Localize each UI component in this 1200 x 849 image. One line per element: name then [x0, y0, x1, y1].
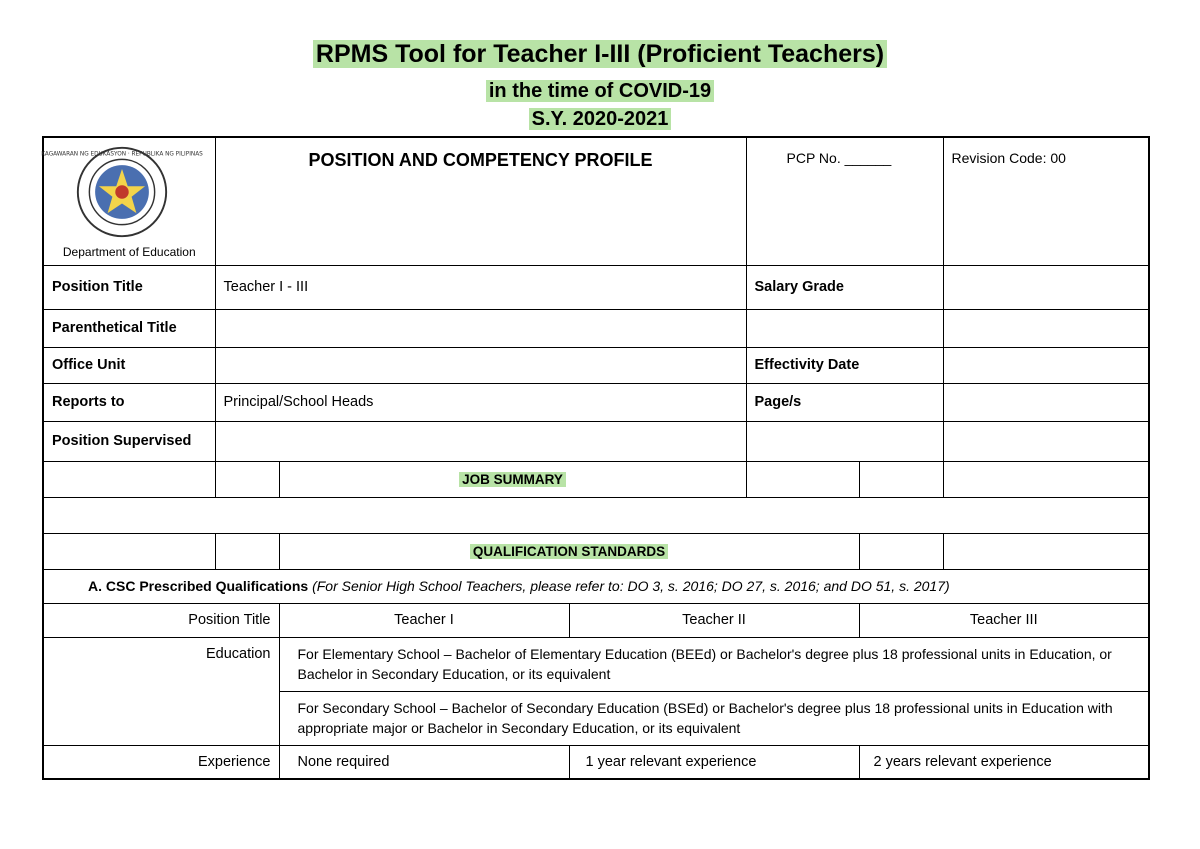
- pcp-number: PCP No. ______: [746, 137, 943, 265]
- blank-cell: [859, 461, 943, 497]
- logo-cell: [43, 137, 215, 265]
- experience-teacher-3: 2 years relevant experience: [859, 745, 1149, 779]
- position-supervised-value: [215, 421, 746, 461]
- blank-cell: [943, 461, 1149, 497]
- competency-profile-table: [42, 136, 1150, 780]
- row-position-supervised: [43, 421, 1149, 461]
- education-label: Education: [43, 637, 279, 745]
- profile-title: POSITION AND COMPETENCY PROFILE: [215, 137, 746, 265]
- row-experience: [43, 745, 1149, 779]
- row-qualification-columns: [43, 603, 1149, 637]
- experience-label: Experience: [43, 745, 279, 779]
- experience-teacher-1: None required: [279, 745, 569, 779]
- experience-teacher-2: 1 year relevant experience: [569, 745, 859, 779]
- row-parenthetical-title: [43, 309, 1149, 347]
- csc-heading: A. CSC Prescribed Qualifications: [88, 578, 309, 594]
- school-year: S.Y. 2020-2021: [529, 108, 672, 130]
- revision-code: Revision Code: 00: [943, 137, 1149, 265]
- department-label: Department of Education: [62, 244, 196, 259]
- blank-cell: [746, 309, 943, 347]
- job-summary-heading: JOB SUMMARY: [279, 461, 746, 497]
- office-unit-value: [215, 347, 746, 383]
- position-title-label: Position Title: [43, 265, 215, 309]
- csc-qualifications-heading: [43, 569, 1149, 603]
- blank-cell: [859, 533, 943, 569]
- pages-value: [943, 383, 1149, 421]
- seal-text: KAGAWARAN NG EDUKASYON · REPUBLIKA NG PILIPINAS: [41, 151, 203, 158]
- blank-cell: [746, 461, 859, 497]
- blank-cell: [943, 309, 1149, 347]
- main-title: RPMS Tool for Teacher I-III (Proficient Teachers): [313, 40, 887, 68]
- effectivity-date-value: [943, 347, 1149, 383]
- education-elementary: For Elementary School – Bachelor of Elementary Education (BEEd) or Bachelor's degree plus 18 professional units in Education, or Bachelor in Secondary Education, or its equivalent: [279, 637, 1149, 691]
- salary-grade-value: [943, 265, 1149, 309]
- teacher-2-header: Teacher II: [569, 603, 859, 637]
- blank-cell: [943, 533, 1149, 569]
- row-job-summary-body: [43, 497, 1149, 533]
- position-title-col-label: Position Title: [43, 603, 279, 637]
- job-summary-content: [43, 497, 1149, 533]
- position-title-value: Teacher I - III: [215, 265, 746, 309]
- blank-cell: [943, 421, 1149, 461]
- position-supervised-label: Position Supervised: [43, 421, 215, 461]
- qualification-standards-heading: QUALIFICATION STANDARDS: [279, 533, 859, 569]
- salary-grade-label: Salary Grade: [746, 265, 943, 309]
- effectivity-date-label: Effectivity Date: [746, 347, 943, 383]
- blank-cell: [43, 533, 215, 569]
- pages-label: Page/s: [746, 383, 943, 421]
- header-row: [43, 137, 1149, 265]
- row-position-title: [43, 265, 1149, 309]
- row-csc-qualifications: [43, 569, 1149, 603]
- education-secondary: For Secondary School – Bachelor of Secondary Education (BSEd) or Bachelor's degree plus 18 professional units in Education with appropriate major or Bachelor in Secondary Education, or its equivalent: [279, 691, 1149, 745]
- subtitle-covid: in the time of COVID-19: [486, 80, 714, 102]
- blank-cell: [43, 461, 215, 497]
- row-education-elementary: [43, 637, 1149, 691]
- csc-note: (For Senior High School Teachers, please refer to: DO 3, s. 2016; DO 27, s. 2016; and DO 51, s. 2017): [312, 578, 950, 594]
- row-job-summary-header: [43, 461, 1149, 497]
- deped-seal-icon: [41, 144, 203, 240]
- reports-to-label: Reports to: [43, 383, 215, 421]
- parenthetical-title-value: [215, 309, 746, 347]
- office-unit-label: Office Unit: [43, 347, 215, 383]
- teacher-3-header: Teacher III: [859, 603, 1149, 637]
- row-qualification-header: [43, 533, 1149, 569]
- parenthetical-title-label: Parenthetical Title: [43, 309, 215, 347]
- blank-cell: [746, 421, 943, 461]
- reports-to-value: Principal/School Heads: [215, 383, 746, 421]
- row-reports-to: [43, 383, 1149, 421]
- blank-cell: [215, 461, 279, 497]
- teacher-1-header: Teacher I: [279, 603, 569, 637]
- row-office-unit: [43, 347, 1149, 383]
- blank-cell: [215, 533, 279, 569]
